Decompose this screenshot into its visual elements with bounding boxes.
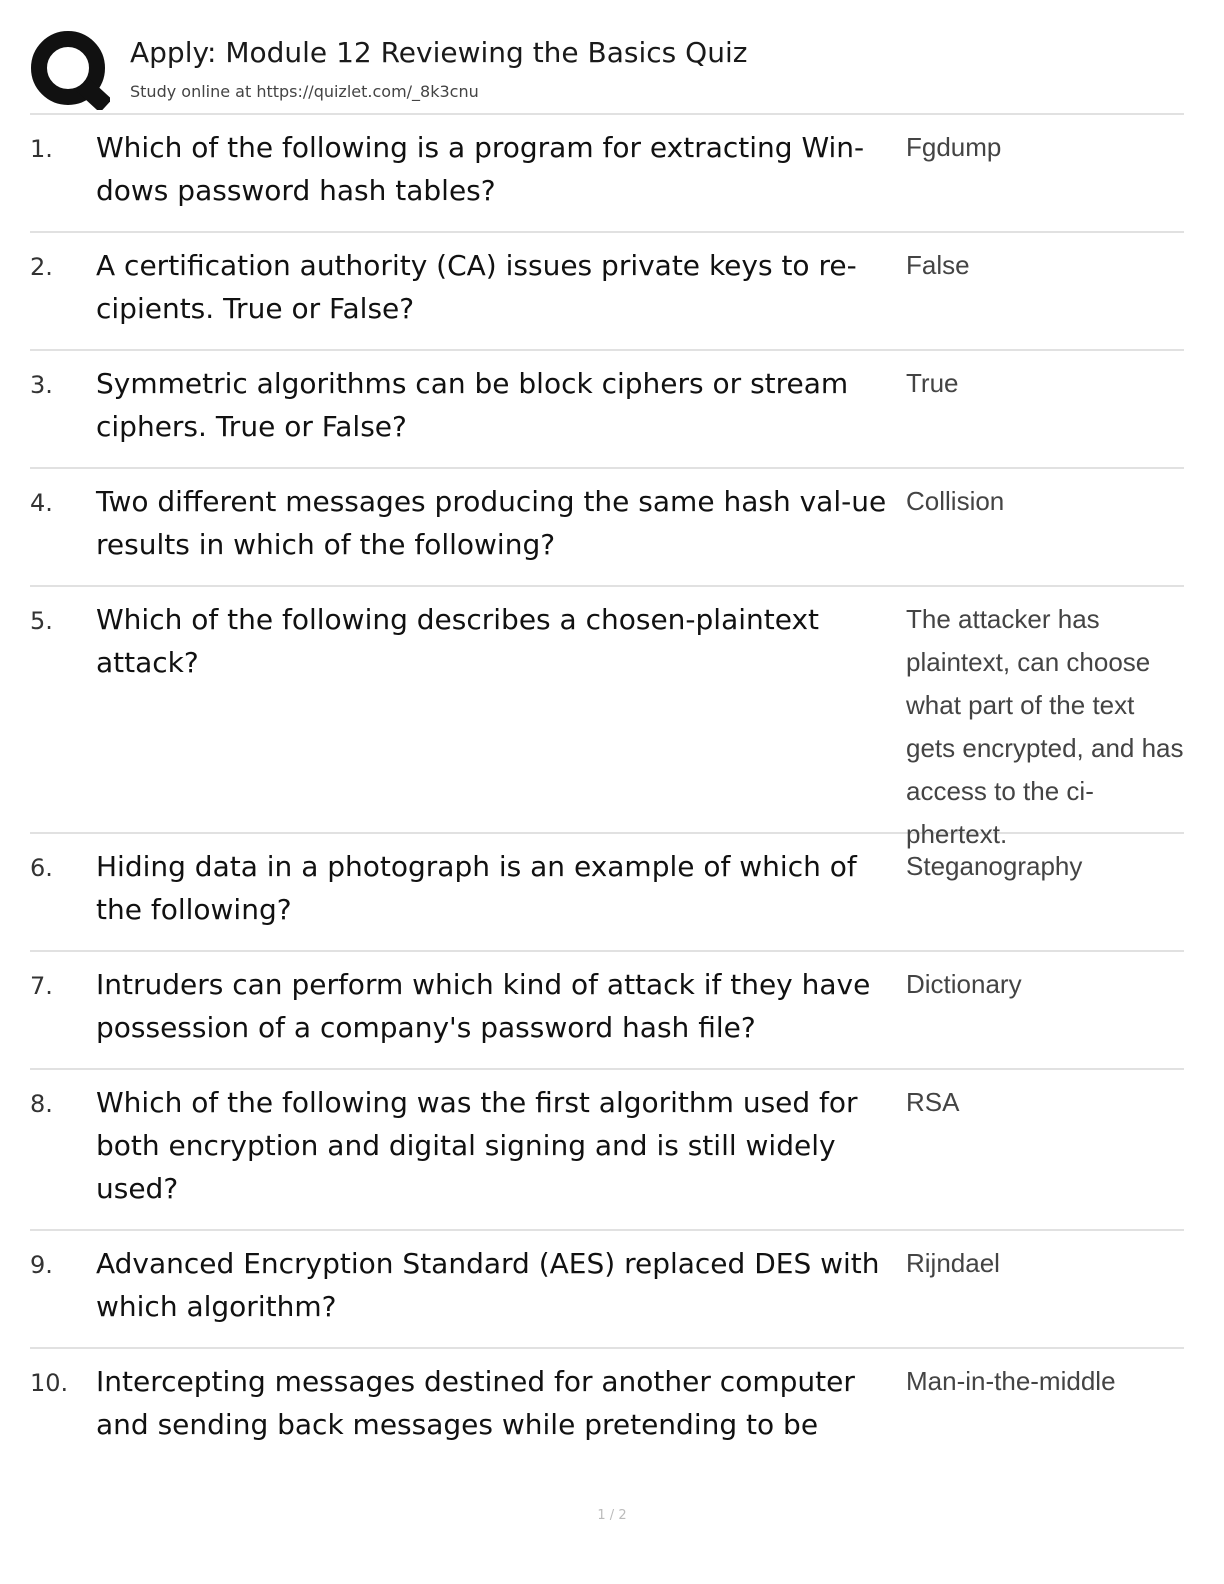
item-number: 1. xyxy=(30,135,53,163)
item-number: 6. xyxy=(30,854,53,882)
item-question: Two different messages producing the same hash val-ue results in which of the following? xyxy=(96,485,887,561)
item-question: Intercepting messages destined for another computer and sending back messages while pretending to be xyxy=(96,1365,855,1441)
list-item xyxy=(30,233,1184,351)
item-question: Symmetric algorithms can be block ciphers or stream ciphers. True or False? xyxy=(96,367,849,443)
study-online-link[interactable]: Study online at https://quizlet.com/_8k3cnu xyxy=(130,82,479,101)
item-number: 2. xyxy=(30,253,53,281)
list-item xyxy=(30,834,1184,952)
item-number: 4. xyxy=(30,489,53,517)
item-question: Which of the following was the first algorithm used for both encryption and digital signing and is still widely used? xyxy=(96,1086,858,1205)
list-item xyxy=(30,587,1184,849)
item-answer: Dictionary xyxy=(906,969,1022,999)
item-answer: Steganography xyxy=(906,851,1083,881)
item-answer: The attacker has plaintext, can choose what part of the text gets encrypted, and has access to the ci-phertext. xyxy=(906,604,1184,849)
list-item xyxy=(30,115,1184,233)
item-number: 5. xyxy=(30,607,53,635)
item-question: Which of the following describes a chosen-plaintext attack? xyxy=(96,603,820,679)
item-number: 9. xyxy=(30,1251,53,1279)
list-item xyxy=(30,469,1184,587)
item-number: 10. xyxy=(30,1369,69,1397)
item-question: A certification authority (CA) issues private keys to re-cipients. True or False? xyxy=(96,249,857,325)
page-header xyxy=(30,30,1190,114)
page-indicator: 1 / 2 xyxy=(597,1508,627,1523)
item-answer: RSA xyxy=(906,1087,960,1117)
item-question: Which of the following is a program for extracting Win-dows password hash tables? xyxy=(96,131,865,207)
item-answer: Collision xyxy=(906,486,1005,516)
page-title: Apply: Module 12 Reviewing the Basics Quiz xyxy=(130,36,748,69)
list-item xyxy=(30,351,1184,469)
item-question: Intruders can perform which kind of attack if they have possession of a company's password hash file? xyxy=(96,968,871,1044)
item-answer: Man-in-the-middle xyxy=(906,1366,1116,1396)
item-question: Advanced Encryption Standard (AES) replaced DES with which algorithm? xyxy=(96,1247,880,1323)
flashcard-list xyxy=(30,115,1184,1459)
list-item xyxy=(30,1349,1184,1459)
item-answer: Fgdump xyxy=(906,132,1002,162)
item-answer: False xyxy=(906,250,970,280)
item-answer: Rijndael xyxy=(906,1248,1000,1278)
item-question: Hiding data in a photograph is an example of which of the following? xyxy=(96,850,857,926)
list-item xyxy=(30,952,1184,1070)
quizlet-logo-icon xyxy=(30,30,110,110)
list-item xyxy=(30,1231,1184,1349)
item-answer: True xyxy=(906,368,959,398)
list-item xyxy=(30,1070,1184,1231)
item-number: 7. xyxy=(30,972,53,1000)
item-number: 3. xyxy=(30,371,53,399)
item-number: 8. xyxy=(30,1090,53,1118)
